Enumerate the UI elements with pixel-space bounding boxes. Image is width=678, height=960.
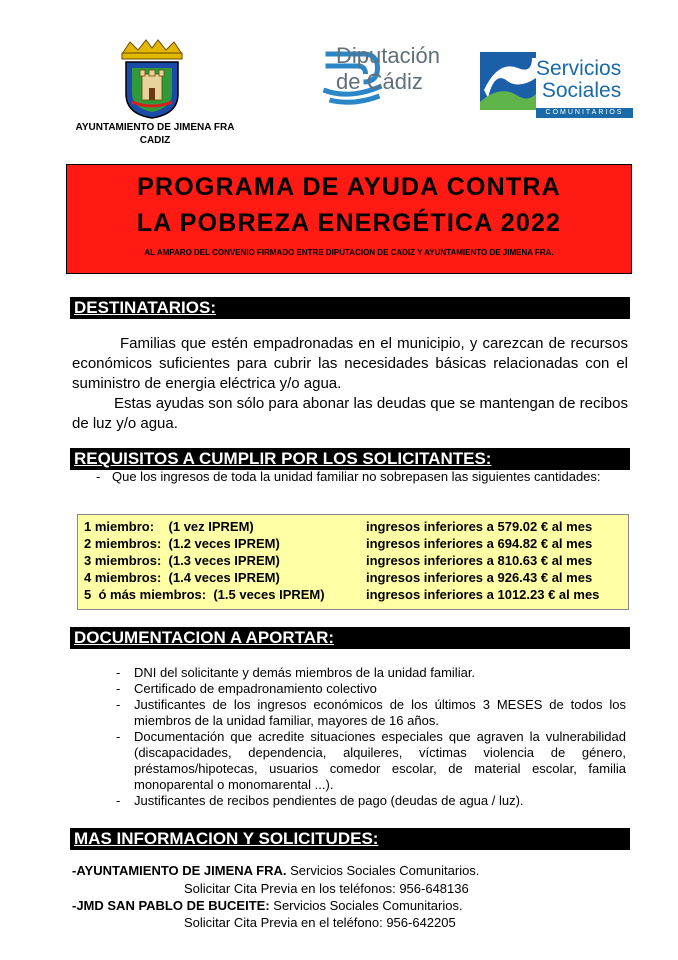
income-row-members: 2 miembros: (1.2 veces IPREM) [84,536,280,551]
list-item: - Justificantes de recibos pendientes de pago (deudas de agua / luz). [134,793,626,809]
income-row-limit: ingresos inferiores a 810.63 € al mes [366,553,593,568]
diputacion-line2: de Cádiz [336,69,423,94]
income-row [78,587,628,603]
ayuntamiento-name [60,121,250,147]
servicios-line1: Servicios [536,57,622,80]
income-row-members: 5 ó más miembros: (1.5 veces IPREM) [84,587,325,602]
servicios-sociales-logo [478,50,538,114]
list-item: - Certificado de empadronamiento colectivo [134,681,626,697]
income-row-limit: ingresos inferiores a 579.02 € al mes [366,519,593,534]
list-item: - DNI del solicitante y demás miembros de la unidad familiar. [134,665,626,681]
info-buceite-phone: Solicitar Cita Previa en el teléfono: 956-642205 [184,915,456,930]
servicios-sociales-text [536,58,621,102]
diputacion-text [336,43,440,95]
income-row-members: 3 miembros: (1.3 veces IPREM) [84,553,280,568]
income-row [78,570,628,586]
list-item: - Documentación que acredite situaciones especiales que agraven la vulnerabilidad (discapacidades, dependencia, alquileres, víctimas violencia de género, préstamos/hipotecas, usuarios comedor escolar, de material escolar, familia monoparental o monomarental ...). [134,729,626,793]
income-row [78,519,628,535]
servicios-line2: Sociales [541,79,622,102]
ayuntamiento-line1: AYUNTAMIENTO DE JIMENA FRA [75,122,235,133]
info-ayuntamiento-service: Servicios Sociales Comunitarios. [286,863,480,878]
income-row-limit: ingresos inferiores a 1012.23 € al mes [366,587,600,602]
destinatarios-paragraph-1: Familias que estén empadronadas en el municipio, y carezcan de recursos económicos suficientes para cubrir las necesidades básicas relacionadas con el suministro de energia eléctrica y/o agua. [72,335,628,392]
info-buceite-service: Servicios Sociales Comunitarios. [269,898,463,913]
income-row-members: 1 miembro: (1 vez IPREM) [84,519,254,534]
income-row [78,553,628,569]
list-item: - Justificantes de los ingresos económicos de los últimos 3 MESES de todos los miembros de la unidad familiar, mayores de 16 años. [134,697,626,729]
income-row-limit: ingresos inferiores a 694.82 € al mes [366,536,593,551]
info-ayuntamiento [72,863,479,879]
diputacion-line1: Diputación [336,43,440,68]
title-line-2: LA POBREZA ENERGÉTICA 2022 [136,209,562,237]
info-buceite [72,898,463,914]
section-heading-destinatarios: DESTINATARIOS: [70,297,630,319]
destinatarios-paragraph-2: Estas ayudas son sólo para abonar las deudas que se mantengan de recibos de luz y/o agua. [72,395,628,432]
ayuntamiento-crest-logo [118,38,186,120]
title-line-1: PROGRAMA DE AYUDA CONTRA [137,173,561,201]
documentacion-list [134,665,626,809]
dash-bullet: - [96,469,101,484]
section-heading-documentacion: DOCUMENTACION A APORTAR: [70,627,630,649]
title-box [66,164,632,274]
section-heading-requisitos: REQUISITOS A CUMPLIR POR LOS SOLICITANTES: [70,448,630,470]
info-ayuntamiento-name: -AYUNTAMIENTO DE JIMENA FRA. [72,863,287,878]
servicios-comunitarios-bar: COMUNITARIOS [536,108,633,118]
section-heading-informacion: MAS INFORMACION Y SOLICITUDES: [70,828,630,850]
income-row-limit: ingresos inferiores a 926.43 € al mes [366,570,593,585]
income-threshold-table [77,514,629,610]
income-row [78,536,628,552]
income-row-members: 4 miembros: (1.4 veces IPREM) [84,570,280,585]
ayuntamiento-line2: CADIZ [139,135,171,146]
info-ayuntamiento-phone: Solicitar Cita Previa en los teléfonos: 956-648136 [184,881,469,896]
requisitos-item-text: Que los ingresos de toda la unidad familiar no sobrepasen las siguientes cantidades: [112,469,601,484]
requisitos-item [96,469,628,485]
title-subtitle: AL AMPARO DEL CONVENIO FIRMADO ENTRE DIPUTACION DE CADIZ Y AYUNTAMIENTO DE JIMENA FRA. [144,248,554,257]
info-buceite-name: -JMD SAN PABLO DE BUCEITE: [72,898,270,913]
